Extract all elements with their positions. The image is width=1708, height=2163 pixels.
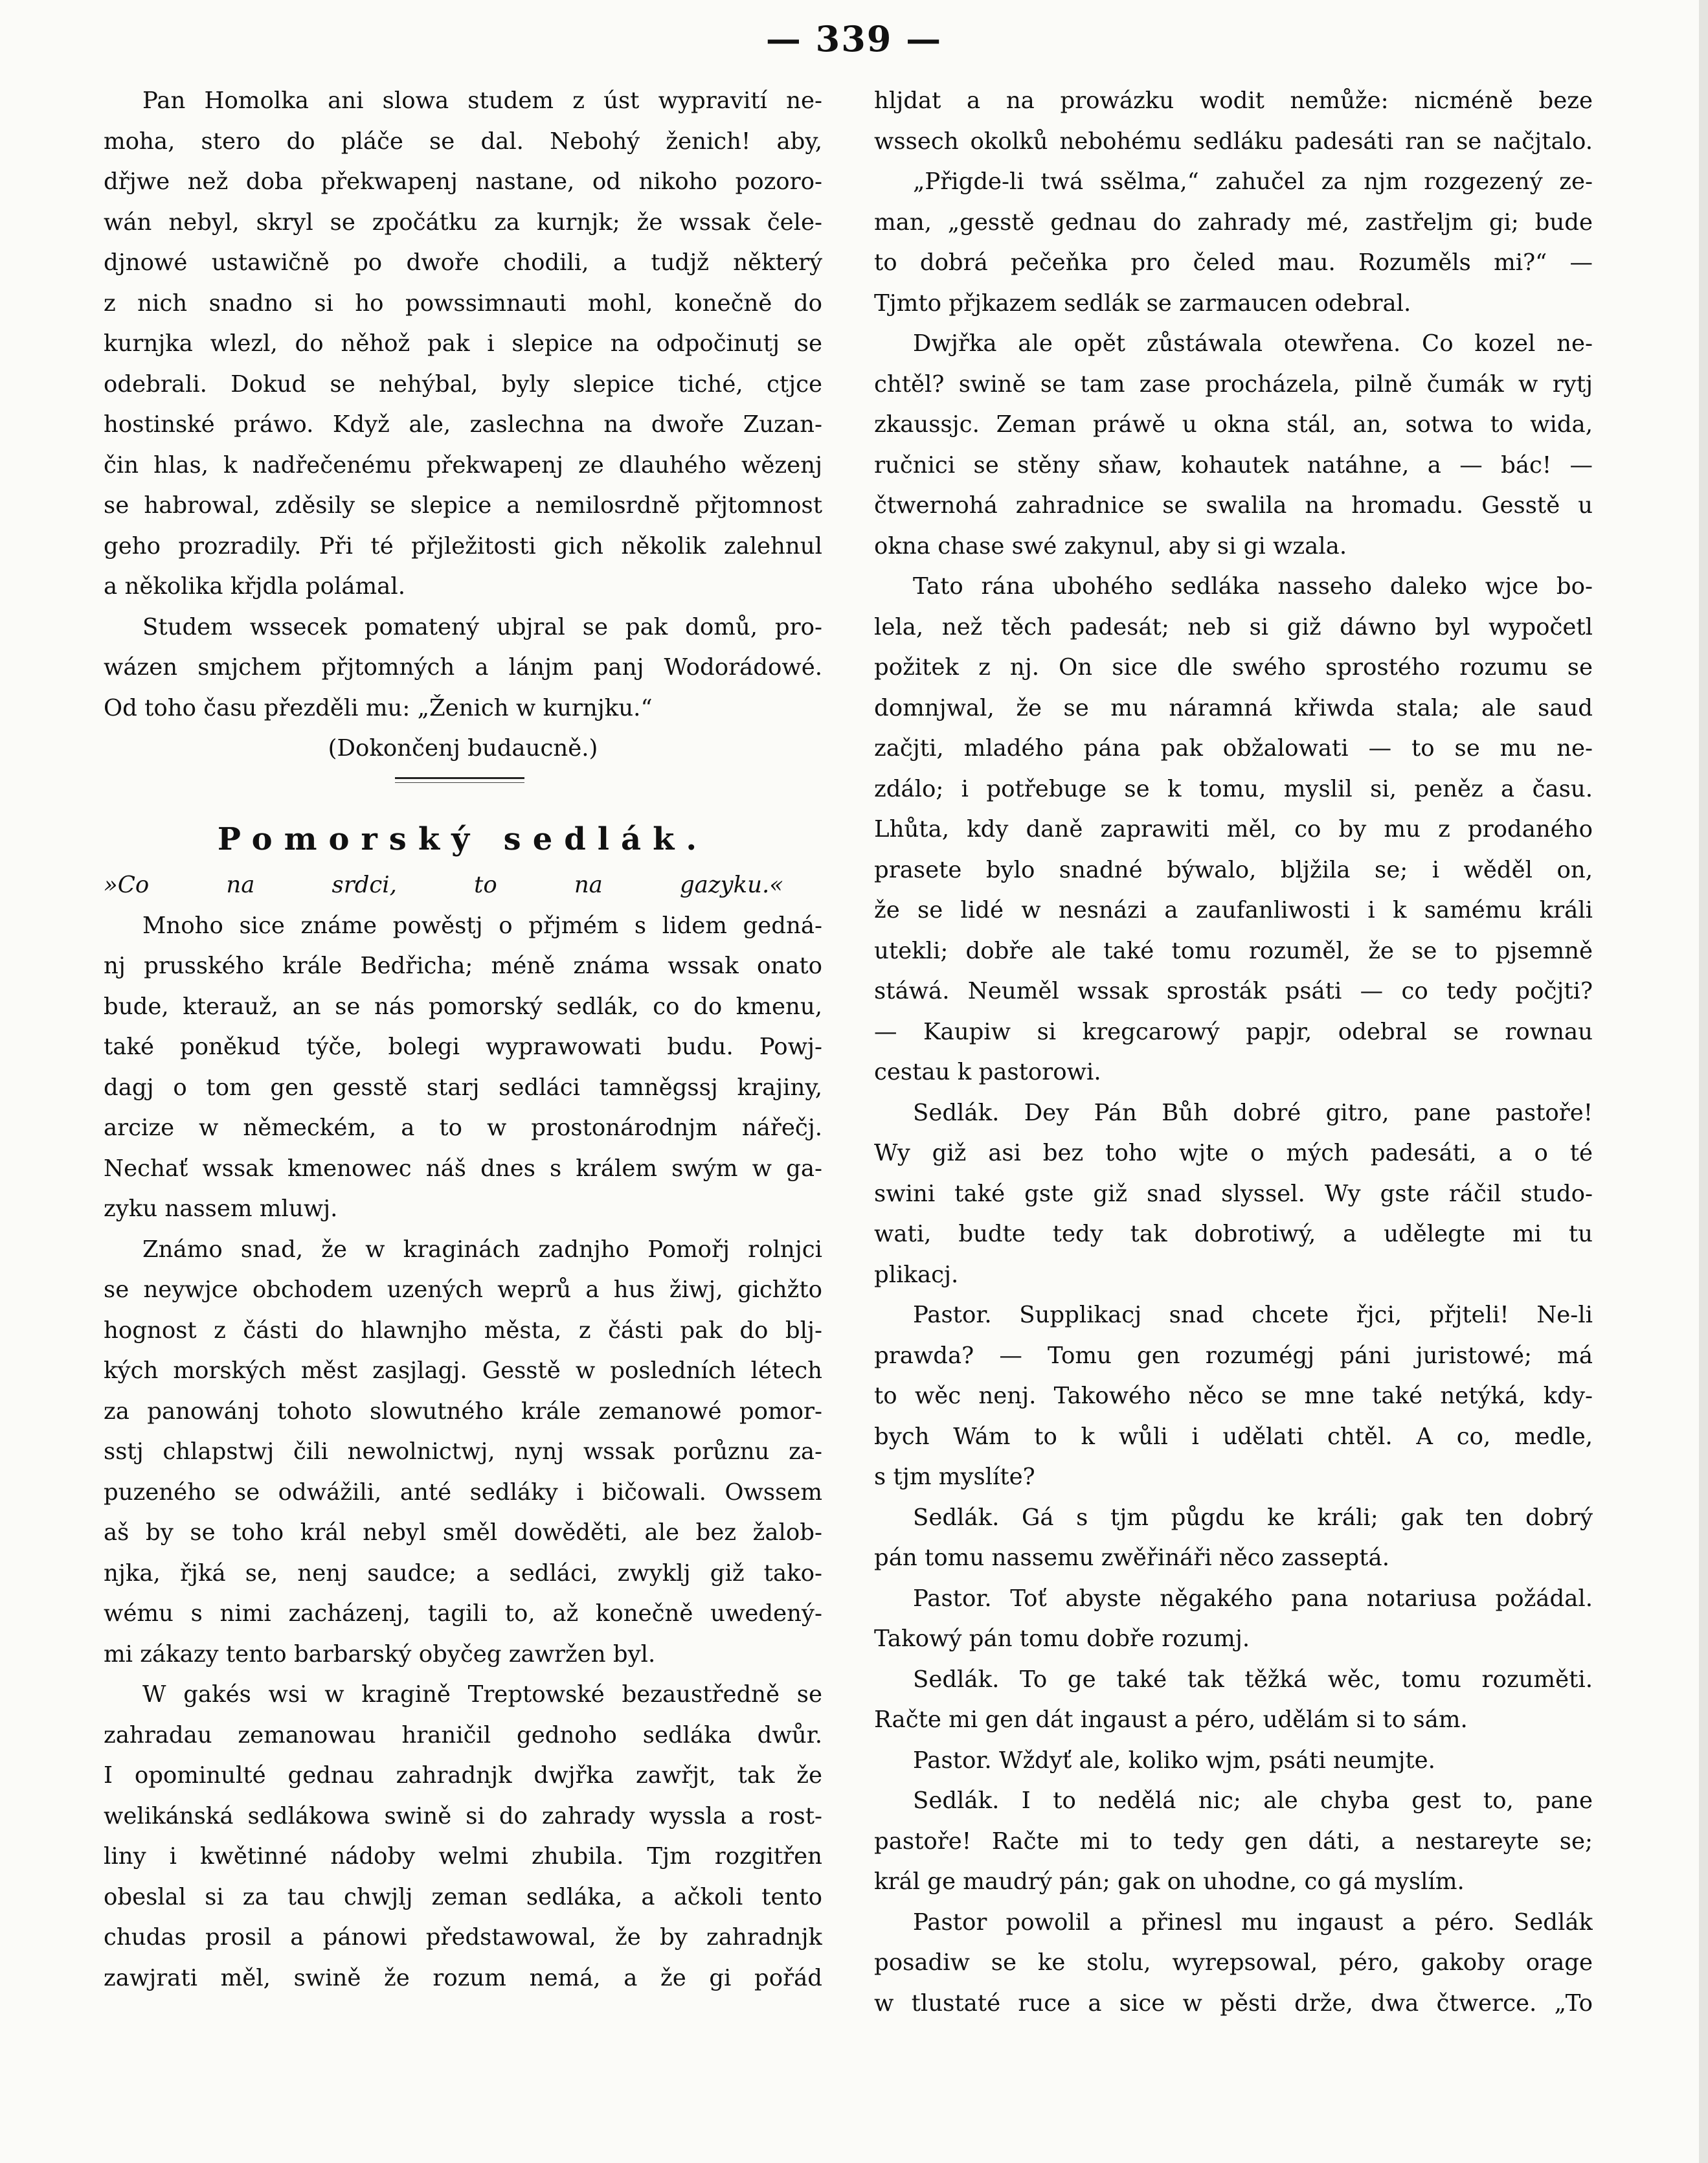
text-line: Wy giž asi bez toho wjte o mých padesáti, a o té <box>874 1140 1593 1166</box>
text-line: obeslal si za tau chwjlj zeman sedláka, a ačkoli tento <box>104 1883 822 1910</box>
right-column-text <box>874 81 1593 2024</box>
text-line: plikacj. <box>874 1261 959 1288</box>
text-line: sstj chlapstwj čili newolnictwj, nynj wssak porůznu za- <box>104 1438 822 1465</box>
text-line: geho prozradily. Při té přjležitosti gich několik zalehnul <box>104 532 822 560</box>
text-line: hognost z části do hlawnjho města, z části pak do blj- <box>104 1317 822 1344</box>
text-line: aš by se toho král nebyl směl dowěděti, ale bez žalob- <box>104 1519 822 1546</box>
text-line: také poněkud týče, bolegi wyprawowati budu. Powj- <box>104 1034 822 1060</box>
text-line: zdálo; i potřebuge se k tomu, myslil si, peněz a času. <box>874 775 1593 802</box>
text-line: wati, budte tedy tak dobrotiwý, a udělegte mi tu <box>874 1221 1593 1247</box>
article-motto: »Co na srdci, to na gazyku.« <box>104 872 783 898</box>
text-line: welikánská sedlákowa swině si do zahrady wyssla a rost- <box>104 1802 822 1829</box>
text-line: liny i kwětinné nádoby welmi zhubila. Tjm rozgitřen <box>104 1843 822 1870</box>
text-line: Lhůta, kdy daně zaprawiti měl, co by mu z prodaného <box>874 816 1593 843</box>
text-line: Račte mi gen dát ingaust a péro, udělám si to sám. <box>874 1706 1468 1733</box>
text-line: bych Wám to k wůli i udělati chtěl. A co, medle, <box>874 1423 1593 1450</box>
text-line: král ge maudrý pán; gak on uhodne, co gá myslím. <box>874 1868 1465 1895</box>
text-line: Nechať wssak kmenowec náš dnes s králem swým w ga- <box>104 1155 822 1182</box>
text-line: chtěl? swině se tam zase procházela, pilně čumák w rytj <box>874 370 1593 398</box>
text-line: ručnici se stěny sňaw, kohautek natáhne, a — bác! — <box>874 451 1593 479</box>
right-column <box>874 81 1593 2024</box>
text-line: — Kaupiw si kregcarowý papjr, odebral se rownau <box>874 1018 1593 1045</box>
text-line: hljdat a na prowázku wodit nemůže: nicméně beze <box>874 87 1593 114</box>
text-line: že se lidé w nesnázi a zaufanliwosti i k samému králi <box>874 897 1593 923</box>
text-line: dřjwe než doba překwapenj nastane, od nikoho pozoro- <box>104 168 822 195</box>
text-line: zyku nassem mluwj. <box>104 1195 338 1222</box>
left-column-part-2 <box>104 906 822 1999</box>
text-line: s tjm myslíte? <box>874 1464 1035 1490</box>
text-line: wán nebyl, skryl se zpočátku za kurnjk; že wssak čele- <box>104 209 822 236</box>
text-line: prasete bylo snadné býwalo, bljžila se; i wěděl on, <box>874 856 1593 883</box>
text-line: to dobrá pečeňka pro čeled mau. Rozuměls mi?“ — <box>874 249 1593 276</box>
text-line: „Přigde-li twá ssělma,“ zahučel za njm rozgezený ze- <box>913 168 1593 195</box>
text-line: Sedlák. I to nedělá nic; ale chyba gest to, pane <box>913 1787 1593 1814</box>
text-line: moha, stero do pláče se dal. Nebohý ženich! aby, <box>104 128 822 155</box>
text-line: posadiw se ke stolu, wyrepsowal, péro, gakoby orage <box>874 1949 1593 1976</box>
text-line: njka, řjká se, nenj saudce; a sedláci, zwyklj giž tako- <box>104 1559 822 1587</box>
text-line: Mnoho sice známe powěstj o přjmém s lidem gedná- <box>142 912 822 939</box>
separator <box>104 769 822 810</box>
text-line: čtwernohá zahradnice se swalila na hromadu. Gesstě u <box>874 492 1593 519</box>
text-line: cestau k pastorowi. <box>874 1059 1101 1085</box>
text-line: zkaussjc. Zeman práwě u okna stál, an, sotwa to wida, <box>874 411 1593 438</box>
text-line: puzeného se odwážili, anté sedláky i bičowali. Owssem <box>104 1478 822 1506</box>
text-line: lela, než těch padesát; neb si giž dáwno byl wypočetl <box>874 613 1593 640</box>
text-line: W gakés wsi w kragině Treptowské bezaustředně se <box>142 1681 822 1708</box>
text-line: kurnjka wlezl, do něhož pak i slepice na odpočinutj se <box>104 330 822 357</box>
text-line: Sedlák. Dey Pán Bůh dobré gitro, pane pastoře! <box>913 1099 1593 1126</box>
separator-rule <box>395 777 524 779</box>
text-line: djnowé ustawičně po dwoře chodili, a tudjž některý <box>104 249 822 276</box>
text-line: kých morských měst zasjlagj. Gesstě w posledních létech <box>104 1357 822 1384</box>
text-line: z nich snadno si ho powssimnauti mohl, konečně do <box>104 289 822 317</box>
text-line: utekli; dobře ale také tomu rozuměl, že se to pjsemně <box>874 937 1593 964</box>
text-line: (Dokončenj budaucně.) <box>328 735 598 762</box>
text-line: nj prusského krále Bedřicha; méně známa wssak onato <box>104 953 822 979</box>
text-line: Sedlák. Gá s tjm půgdu ke králi; gak ten dobrý <box>913 1504 1593 1531</box>
text-line: wému s nimi zacházenj, tagili to, až konečně uwedený- <box>104 1600 822 1627</box>
left-column-part-1 <box>104 81 822 769</box>
article-title: Pomorský sedlák. <box>217 821 709 857</box>
text-line: wázen smjchem přjtomných a lánjm panj Wodorádowé. <box>104 654 822 681</box>
text-line: domnjwal, že se mu náramná křiwda stala; ale saud <box>874 694 1593 721</box>
text-line: w tlustaté ruce a sice w pěsti drže, dwa čtwerce. „To <box>874 1989 1593 2017</box>
page-edge <box>1699 0 1708 2163</box>
text-line: bude, kterauž, an se nás pomorský sedlák, co do kmenu, <box>104 993 822 1020</box>
text-line: Takowý pán tomu dobře rozumj. <box>874 1625 1250 1652</box>
text-line: Tjmto přjkazem sedlák se zarmaucen odebral. <box>874 289 1411 317</box>
text-line: se neywjce obchodem uzených weprů a hus žiwj, gichžto <box>104 1276 822 1303</box>
text-line: za panowánj tohoto slowutného krále zemanowé pomor- <box>104 1398 822 1425</box>
text-line: Tato rána ubohého sedláka nasseho daleko wjce bo- <box>913 573 1593 600</box>
text-line: okna chase swé zakynul, aby si gi wzala. <box>874 532 1347 560</box>
text-line: Studem wssecek pomatený ubjral se pak domů, pro- <box>142 613 822 640</box>
text-line: swini také gste giž snad slyssel. Wy gste ráčil studo- <box>874 1180 1593 1207</box>
text-line: prawda? — Tomu gen rozumégj páni juristowé; má <box>874 1342 1593 1369</box>
separator-rule-thin <box>395 782 524 783</box>
text-line: pán tomu nassemu zwěřináři něco zasseptá. <box>874 1545 1389 1571</box>
text-line: začjti, mladého pána pak obžalowati — to se mu ne- <box>874 735 1593 762</box>
text-line: hostinské práwo. Když ale, zaslechna na dwoře Zuzan- <box>104 411 822 438</box>
text-line: wssech okolků nebohému sedláku padesáti ran se načjtalo. <box>874 128 1593 155</box>
text-line: Pastor. Supplikacj snad chcete řjci, přjteli! Ne-li <box>913 1302 1593 1328</box>
text-line: zahradau zemanowau hraničil gednoho sedláka dwůr. <box>104 1721 822 1749</box>
text-line: pastoře! Račte mi to tedy gen dáti, a nestareyte se; <box>874 1828 1593 1855</box>
text-line: zawjrati měl, swině že rozum nemá, a že gi pořád <box>104 1964 822 1991</box>
text-line: a několika křjdla polámal. <box>104 573 405 600</box>
text-line: Pastor. Toť abyste něgakého pana notariusa požádal. <box>913 1585 1593 1612</box>
text-line: Pastor. Wždyť ale, kolikо wjm, psáti neumjte. <box>913 1747 1435 1774</box>
text-line: požitek z nj. On sice dle swého sprostého rozumu se <box>874 654 1593 681</box>
left-column <box>104 81 822 1999</box>
text-line: Známo snad, že w kraginách zadnjho Pomořj rolnjci <box>142 1236 822 1263</box>
text-line: I opominulté gednau zahradnjk dwjřka zawřjt, tak že <box>104 1762 822 1789</box>
text-line: arcize w německém, a to w prostonárodnjm nářečj. <box>104 1115 822 1141</box>
text-line: chudas prosil a pánowi předstawowal, že by zahradnjk <box>104 1924 822 1951</box>
text-line: dagj o tom gen gesstě starj sedláci tamněgssj krajiny, <box>104 1074 822 1101</box>
text-line: Od toho času přezděli mu: „Ženich w kurnjku.“ <box>104 694 653 721</box>
text-line: čin hlas, k nadřečenému překwapenj ze dlauhého wězenj <box>104 451 822 479</box>
text-line: Pan Homolka ani slowa studem z úst wypravití ne- <box>142 87 822 114</box>
text-line: Sedlák. To ge také tak těžká wěc, tomu rozuměti. <box>913 1666 1593 1693</box>
text-line: mi zákazy tento barbarský obyčeg zawržen byl. <box>104 1640 656 1668</box>
text-line: se habrowal, zděsily se slepice a nemilosrdně přjtomnost <box>104 492 822 519</box>
text-line: to wěc nenj. Takowého něco se mne také netýká, kdy- <box>874 1383 1593 1409</box>
text-line: Dwjřka ale opět zůstáwala otewřena. Co kozel ne- <box>913 330 1593 357</box>
page-number: — 339 — <box>765 18 943 60</box>
text-line: man, „gesstě gednau do zahrady mé, zastřeljm gi; bude <box>874 209 1593 236</box>
text-line: odebrali. Dokud se nehýbal, byly slepice tiché, ctjce <box>104 370 822 398</box>
text-line: Pastor powolil a přinesl mu ingaust a péro. Sedlák <box>913 1908 1593 1936</box>
text-line: stáwá. Neuměl wssak sprosták psáti — co tedy počjti? <box>874 978 1593 1004</box>
